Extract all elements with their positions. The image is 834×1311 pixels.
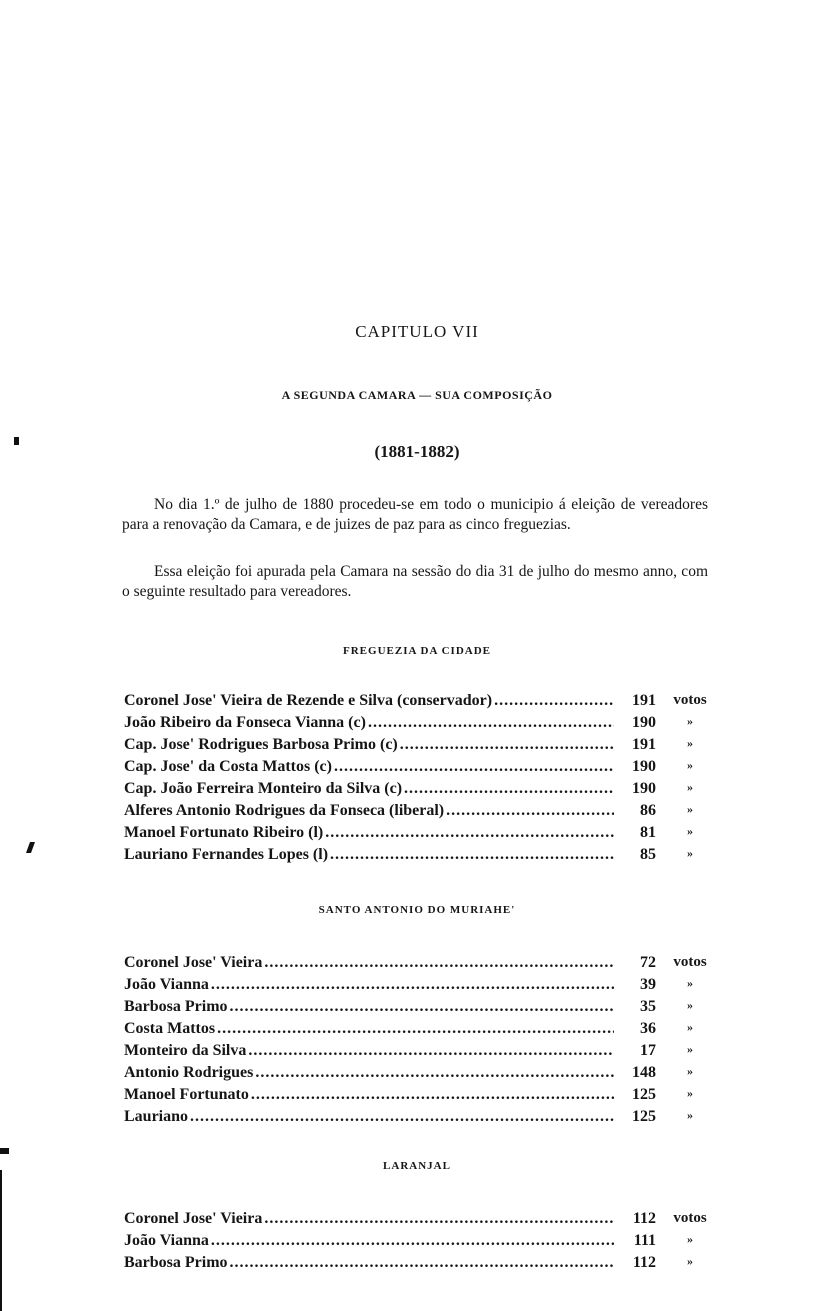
ditto-mark: » [687,976,693,990]
result-row [124,1042,714,1064]
ditto-mark: » [687,780,693,794]
vote-count: 191 [632,692,656,709]
result-row [124,1232,714,1254]
candidate-name: Monteiro da Silva ..... [124,1042,614,1060]
candidate-name: Manoel Fortunato Ribeiro (l) ..... [124,824,614,842]
vote-count: 72 [640,954,656,971]
ditto-mark: » [687,1042,693,1056]
candidate-name: Lauriano ..... [124,1108,614,1126]
vote-count: 111 [633,1232,656,1249]
vote-count: 125 [632,1086,656,1103]
vote-count: 191 [632,736,656,753]
vote-count: 39 [640,976,656,993]
result-row [124,736,714,758]
vote-count: 190 [632,780,656,797]
results-list [124,692,714,868]
candidate-name: Alferes Antonio Rodrigues da Fonseca (liberal) ..... [124,802,614,820]
vote-count: 112 [632,1254,656,1271]
vote-unit: votos [673,954,707,970]
candidate-name: Cap. Jose' Rodrigues Barbosa Primo (c) ..... [124,736,614,754]
candidate-name: Lauriano Fernandes Lopes (l) ..... [124,846,614,864]
ditto-mark: » [687,802,693,816]
candidate-name: Coronel Jose' Vieira ..... [124,1210,614,1228]
result-row [124,780,714,802]
candidate-name: Barbosa Primo ..... [124,1254,614,1272]
section-title: FREGUEZIA DA CIDADE [343,645,491,657]
ditto-mark: » [687,998,693,1012]
paragraph: Essa eleição foi apurada pela Camara na sessão do dia 31 de julho do mesmo anno, com o seguinte resultado para vereadores. [122,563,708,600]
vote-count: 85 [640,846,656,863]
paragraph: No dia 1.º de julho de 1880 procedeu-se em todo o municipio á eleição de vereadores para a renovação da Camara, e de juizes de paz para as cinco freguezias. [122,496,708,533]
results-list [124,954,714,1130]
ditto-mark: » [687,714,693,728]
vote-unit: votos [673,692,707,708]
candidate-name: Cap. João Ferreira Monteiro da Silva (c) ..... [124,780,614,798]
result-row [124,954,714,976]
ditto-mark: » [687,1108,693,1122]
vote-count: 112 [632,1210,656,1227]
vote-count: 86 [640,802,656,819]
result-row [124,1254,714,1276]
ditto-mark: » [687,1086,693,1100]
ditto-mark: » [687,758,693,772]
candidate-name: Costa Mattos ..... [124,1020,614,1038]
candidate-name: Antonio Rodrigues ..... [124,1064,614,1082]
scan-edge-line [0,1170,2,1311]
result-row [124,758,714,780]
candidate-name: João Vianna ..... [124,1232,614,1250]
result-row [124,1108,714,1130]
chapter-subtitle: A SEGUNDA CAMARA — SUA COMPOSIÇÃO [281,388,553,402]
vote-count: 190 [632,758,656,775]
vote-unit: votos [673,1210,707,1226]
vote-count: 81 [640,824,656,841]
ditto-mark: » [687,824,693,838]
ditto-mark: » [687,846,693,860]
candidate-name: Manoel Fortunato ..... [124,1086,614,1104]
ditto-mark: » [687,1020,693,1034]
ditto-mark: » [687,1232,693,1246]
candidate-name: João Vianna ..... [124,976,614,994]
candidate-name: Cap. Jose' da Costa Mattos (c) ..... [124,758,614,776]
result-row [124,1086,714,1108]
result-row [124,998,714,1020]
result-row [124,802,714,824]
result-row [124,824,714,846]
result-row [124,714,714,736]
result-row [124,976,714,998]
results-list [124,1210,714,1276]
vote-count: 36 [640,1020,656,1037]
vote-count: 125 [632,1108,656,1125]
ditto-mark: » [687,736,693,750]
scan-edge-mark [26,842,35,853]
result-row [124,1064,714,1086]
vote-count: 148 [632,1064,656,1081]
chapter-heading: CAPITULO VII [355,322,479,341]
vote-count: 17 [640,1042,656,1059]
candidate-name: Coronel Jose' Vieira de Rezende e Silva (conservador) ..... [124,692,614,710]
result-row [124,846,714,868]
candidate-name: João Ribeiro da Fonseca Vianna (c) ..... [124,714,614,732]
ditto-mark: » [687,1064,693,1078]
section-title: LARANJAL [383,1160,451,1172]
result-row [124,1210,714,1232]
result-row [124,692,714,714]
ditto-mark: » [687,1254,693,1268]
vote-count: 190 [632,714,656,731]
chapter-years: (1881-1882) [374,442,460,461]
candidate-name: Coronel Jose' Vieira ..... [124,954,614,972]
section-title: SANTO ANTONIO DO MURIAHE' [318,904,516,916]
result-row [124,1020,714,1042]
scan-edge-mark [0,1148,9,1154]
vote-count: 35 [640,998,656,1015]
candidate-name: Barbosa Primo ..... [124,998,614,1016]
